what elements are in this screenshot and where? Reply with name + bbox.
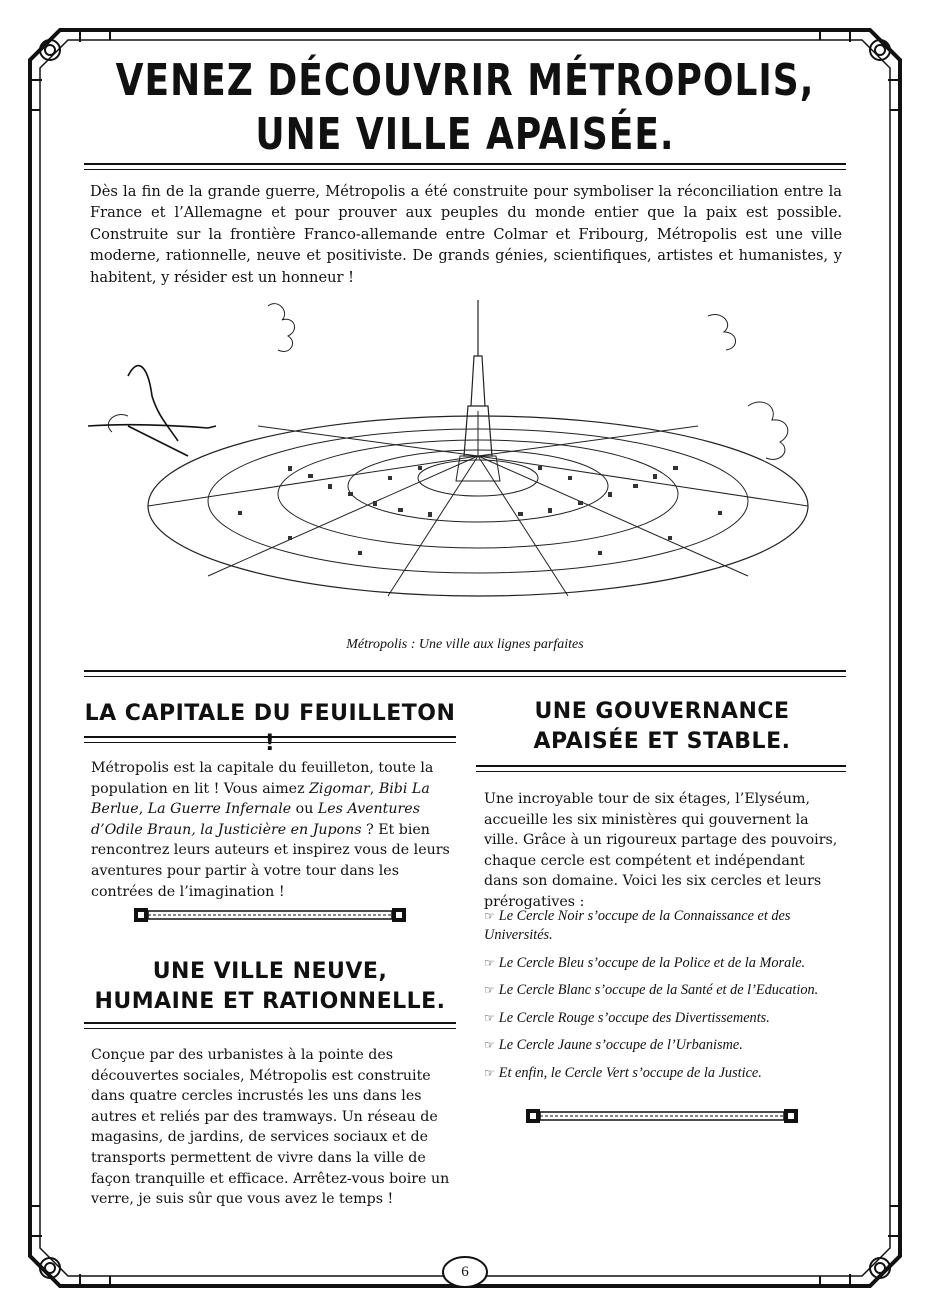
hand-pointer-icon: ☞ <box>484 909 495 923</box>
capitale-rule-bottom <box>84 742 456 743</box>
page-title <box>80 54 850 162</box>
hand-pointer-icon: ☞ <box>484 1065 495 1080</box>
capitale-paragraph: Métropolis est la capitale du feuilleton, toute la population en lit ! Vous aimez Zigomar, Bibi La Berlue, La Guerre Infernale ou Les Aventures d’Odile Braun, la Justicière en Jupons ? Et bien rencontrez leurs auteurs et inspirez vous de leurs aventures pour partir à votre tour dans les contrées de l’imagination ! <box>91 760 450 900</box>
hand-pointer-icon: ☞ <box>484 955 495 970</box>
capitale-rule-top <box>84 736 456 738</box>
title-zigomar: Zigomar <box>309 780 370 797</box>
list-item: ☞ Le Cercle Bleu s’occupe de la Police et de la Morale. <box>484 954 806 971</box>
hand-pointer-icon: ☞ <box>484 983 495 997</box>
section-rule-bottom <box>84 676 846 677</box>
gouvernance-rule-top <box>476 765 846 767</box>
neuve-rule-bottom <box>84 1028 456 1029</box>
title-guerre-infernale: La Guerre Infernale <box>147 801 292 818</box>
neuve-rule-top <box>84 1022 456 1024</box>
list-item: ☞ Le Cercle Rouge s’occupe des Divertissements. <box>484 1009 770 1026</box>
heading-ville-neuve-line-1: UNE VILLE NEUVE, <box>152 959 388 984</box>
title-rule-top <box>84 163 846 165</box>
heading-gouvernance-line-1: UNE GOUVERNANCE <box>534 699 790 724</box>
heading-ville-neuve <box>84 957 456 1017</box>
intro-paragraph: Dès la fin de la grande guerre, Métropolis a été construite pour symboliser la réconciliation entre la France et l’Allemagne et pour prouver aux peuples du monde entier que la paix est possible. Construite sur la frontière Franco-allemande entre Colmar et Fribourg, Métropolis est une ville moderne, rationnelle, neuve et positiviste. De grands génies, scientifiques, artistes et humanistes, y habitent, y résider est un honneur ! <box>90 183 842 286</box>
heading-gouvernance <box>476 697 848 757</box>
heading-capitale: LA CAPITALE DU FEUILLETON ! <box>84 701 456 756</box>
list-item: ☞ Le Cercle Noir s’occupe de la Connaissance et des Universités. <box>484 908 791 943</box>
title-line-2: UNE VILLE APAISÉE. <box>255 110 675 160</box>
ornamental-divider-right <box>526 1107 798 1125</box>
list-item: ☞ Le Cercle Jaune s’occupe de l’Urbanisme. <box>484 1037 743 1053</box>
title-odile-braun: Les Aventures d’Odile Braun, la Justicière en Jupons <box>91 801 420 838</box>
heading-gouvernance-line-2: APAISÉE ET STABLE. <box>533 729 791 754</box>
neuve-paragraph: Conçue par des urbanistes à la pointe des découvertes sociales, Métropolis est construite dans quatre cercles incrustés les uns dans les autres et reliés par des tramways. Un réseau de magasins, de jardins, de services sociaux et de transports permettent de vivre dans la ville de façon tranquille et efficace. Arrêtez-vous boire un verre, je suis sûr que vous avez le temps ! <box>91 1047 450 1208</box>
metropolis-aerial-illustration <box>88 296 868 626</box>
list-item: ☞ Le Cercle Blanc s’occupe de la Santé et de l’Education. <box>484 982 819 998</box>
cercles-list <box>484 907 844 1091</box>
heading-ville-neuve-line-2: HUMAINE ET RATIONNELLE. <box>94 989 446 1014</box>
ornamental-divider-left <box>134 906 406 924</box>
title-rule-bottom <box>84 169 846 170</box>
hand-pointer-icon: ☞ <box>484 1038 495 1052</box>
illustration-caption: Métropolis : Une ville aux lignes parfaites <box>346 637 584 652</box>
stork-drawing <box>88 366 216 456</box>
title-line-1: VENEZ DÉCOUVRIR MÉTROPOLIS, <box>115 56 815 106</box>
title-bibi: Bibi La Berlue <box>91 780 430 818</box>
gouvernance-rule-bottom <box>476 771 846 772</box>
hand-pointer-icon: ☞ <box>484 1010 495 1025</box>
page-number: 6 <box>461 1264 469 1280</box>
list-item: ☞ Et enfin, le Cercle Vert s’occupe de la Justice. <box>484 1064 762 1081</box>
gouvernance-paragraph: Une incroyable tour de six étages, l’Elyséum, accueille les six ministères qui gouvernent la ville. Grâce à un rigoureux partage des pouvoirs, chaque cercle est compétent et indépendant dans son domaine. Voici les six cercles et leurs prérogatives : <box>484 791 838 910</box>
section-rule-top <box>84 670 846 672</box>
